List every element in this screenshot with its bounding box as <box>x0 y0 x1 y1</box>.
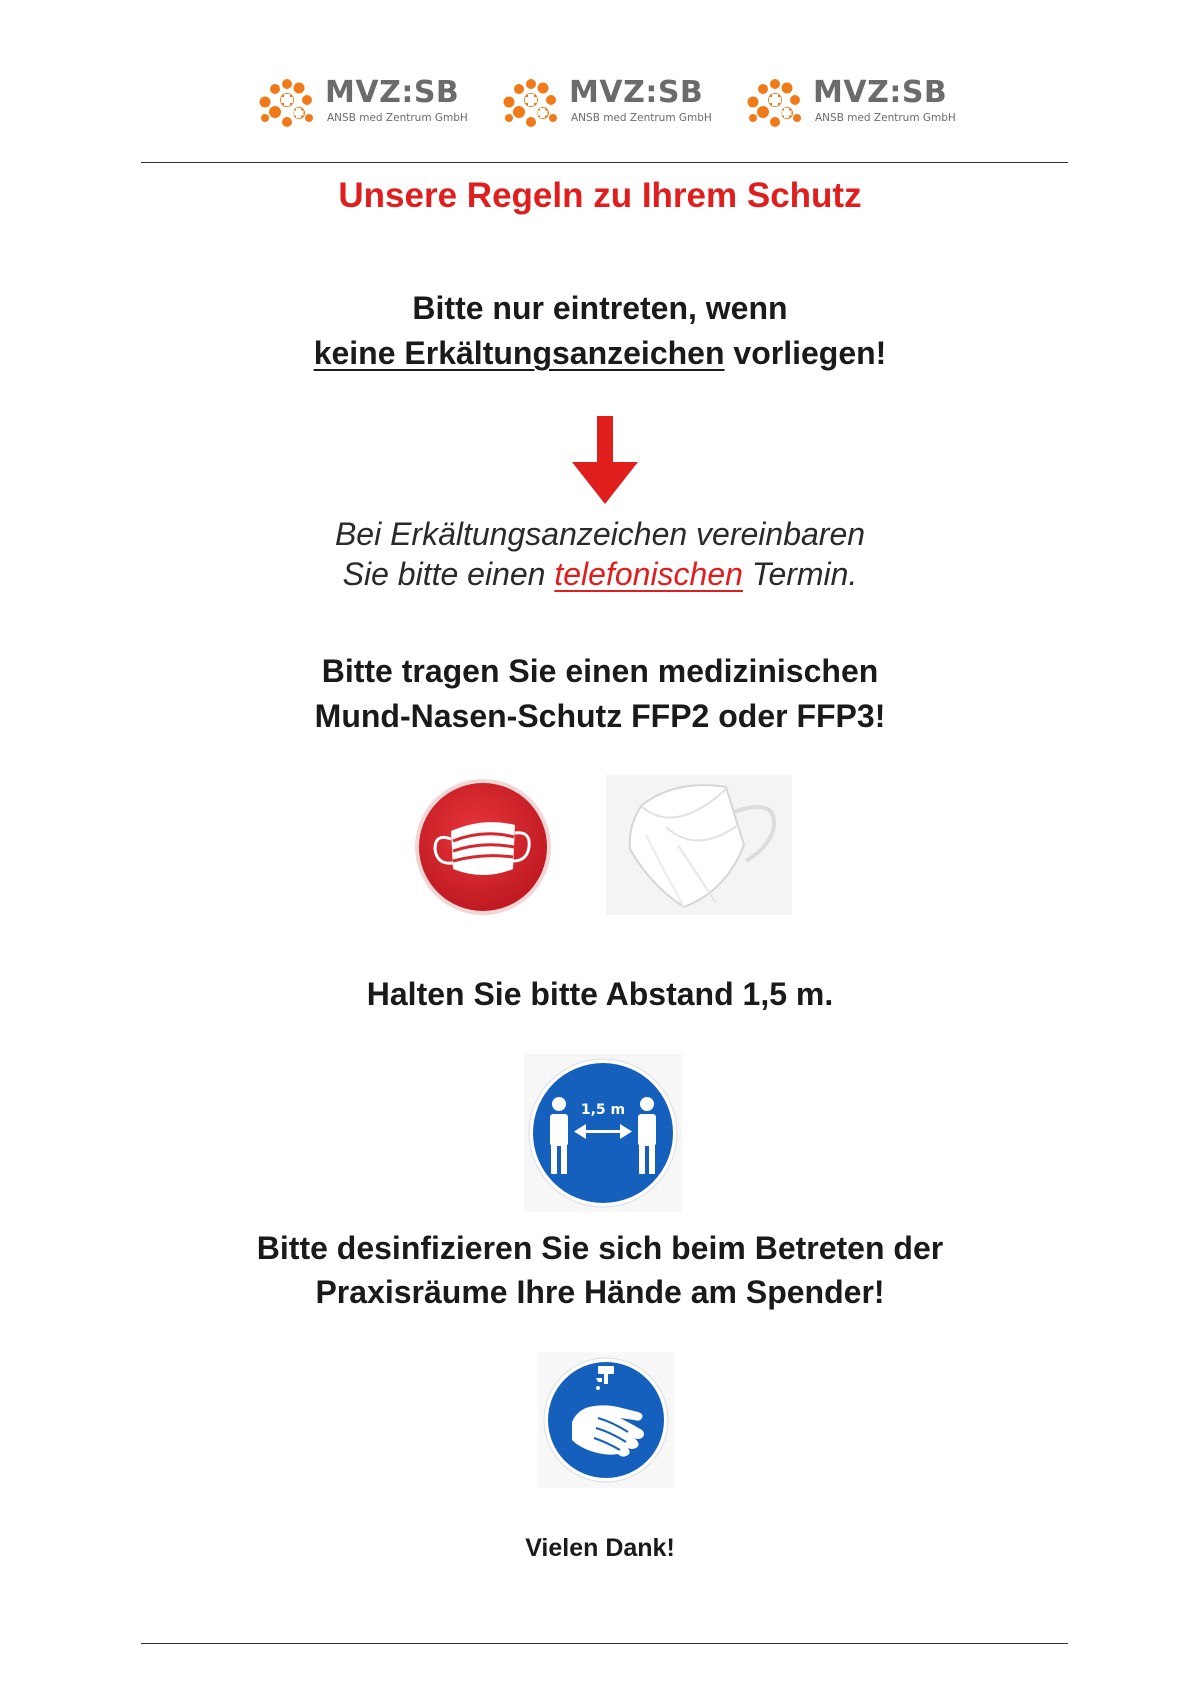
note-pre: Sie bitte einen <box>342 556 555 592</box>
logo-brand: MVZ:SB <box>325 75 460 110</box>
logo-brand: MVZ:SB <box>569 75 704 110</box>
logo-mark-icon <box>501 76 561 132</box>
note-line-2 <box>0 554 1200 594</box>
logo-subtitle: ANSB med Zentrum GmbH <box>327 112 468 124</box>
surgical-mask-icon <box>413 777 553 917</box>
logo-subtitle: ANSB med Zentrum GmbH <box>571 112 712 124</box>
ffp2-mask-icon <box>606 775 792 915</box>
red-down-arrow-icon <box>568 414 642 506</box>
company-logo <box>745 74 965 134</box>
bottom-divider <box>141 1643 1068 1644</box>
hand-disinfection-icon <box>538 1352 674 1488</box>
logo-mark-icon <box>745 76 805 132</box>
logo-subtitle: ANSB med Zentrum GmbH <box>815 112 956 124</box>
rule-3: Halten Sie bitte Abstand 1,5 m. <box>366 976 834 1012</box>
distance-sign-icon <box>524 1054 682 1212</box>
rule-4-line-2: Praxisräume Ihre Hände am Spender! <box>315 1274 885 1310</box>
rule-1-emphasis: keine Erkältungsanzeichen <box>313 335 725 371</box>
logo-row <box>0 74 1200 134</box>
rule-2-line-2: Mund-Nasen-Schutz FFP2 oder FFP3! <box>314 698 886 734</box>
rule-2-line-1: Bitte tragen Sie einen medizinischen <box>321 653 879 689</box>
thanks-text: Vielen Dank! <box>525 1534 675 1562</box>
rule-4-line-1: Bitte desinfizieren Sie sich beim Betreten der <box>256 1230 944 1266</box>
company-logo <box>257 74 477 134</box>
rule-1-line-1: Bitte nur eintreten, wenn <box>412 290 788 326</box>
company-logo <box>501 74 721 134</box>
top-divider <box>141 162 1068 163</box>
note-post: Termin. <box>742 556 858 592</box>
logo-mark-icon <box>257 76 317 132</box>
note-line-1: Bei Erkältungsanzeichen vereinbaren <box>334 516 866 552</box>
rule-1-rest: vorliegen! <box>724 335 887 371</box>
logo-brand: MVZ:SB <box>813 75 948 110</box>
rule-1-line-2 <box>0 333 1200 373</box>
distance-label: 1,5 m <box>580 1102 626 1118</box>
note-emphasis: telefonischen <box>554 556 743 592</box>
page-title: Unsere Regeln zu Ihrem Schutz <box>338 176 862 215</box>
